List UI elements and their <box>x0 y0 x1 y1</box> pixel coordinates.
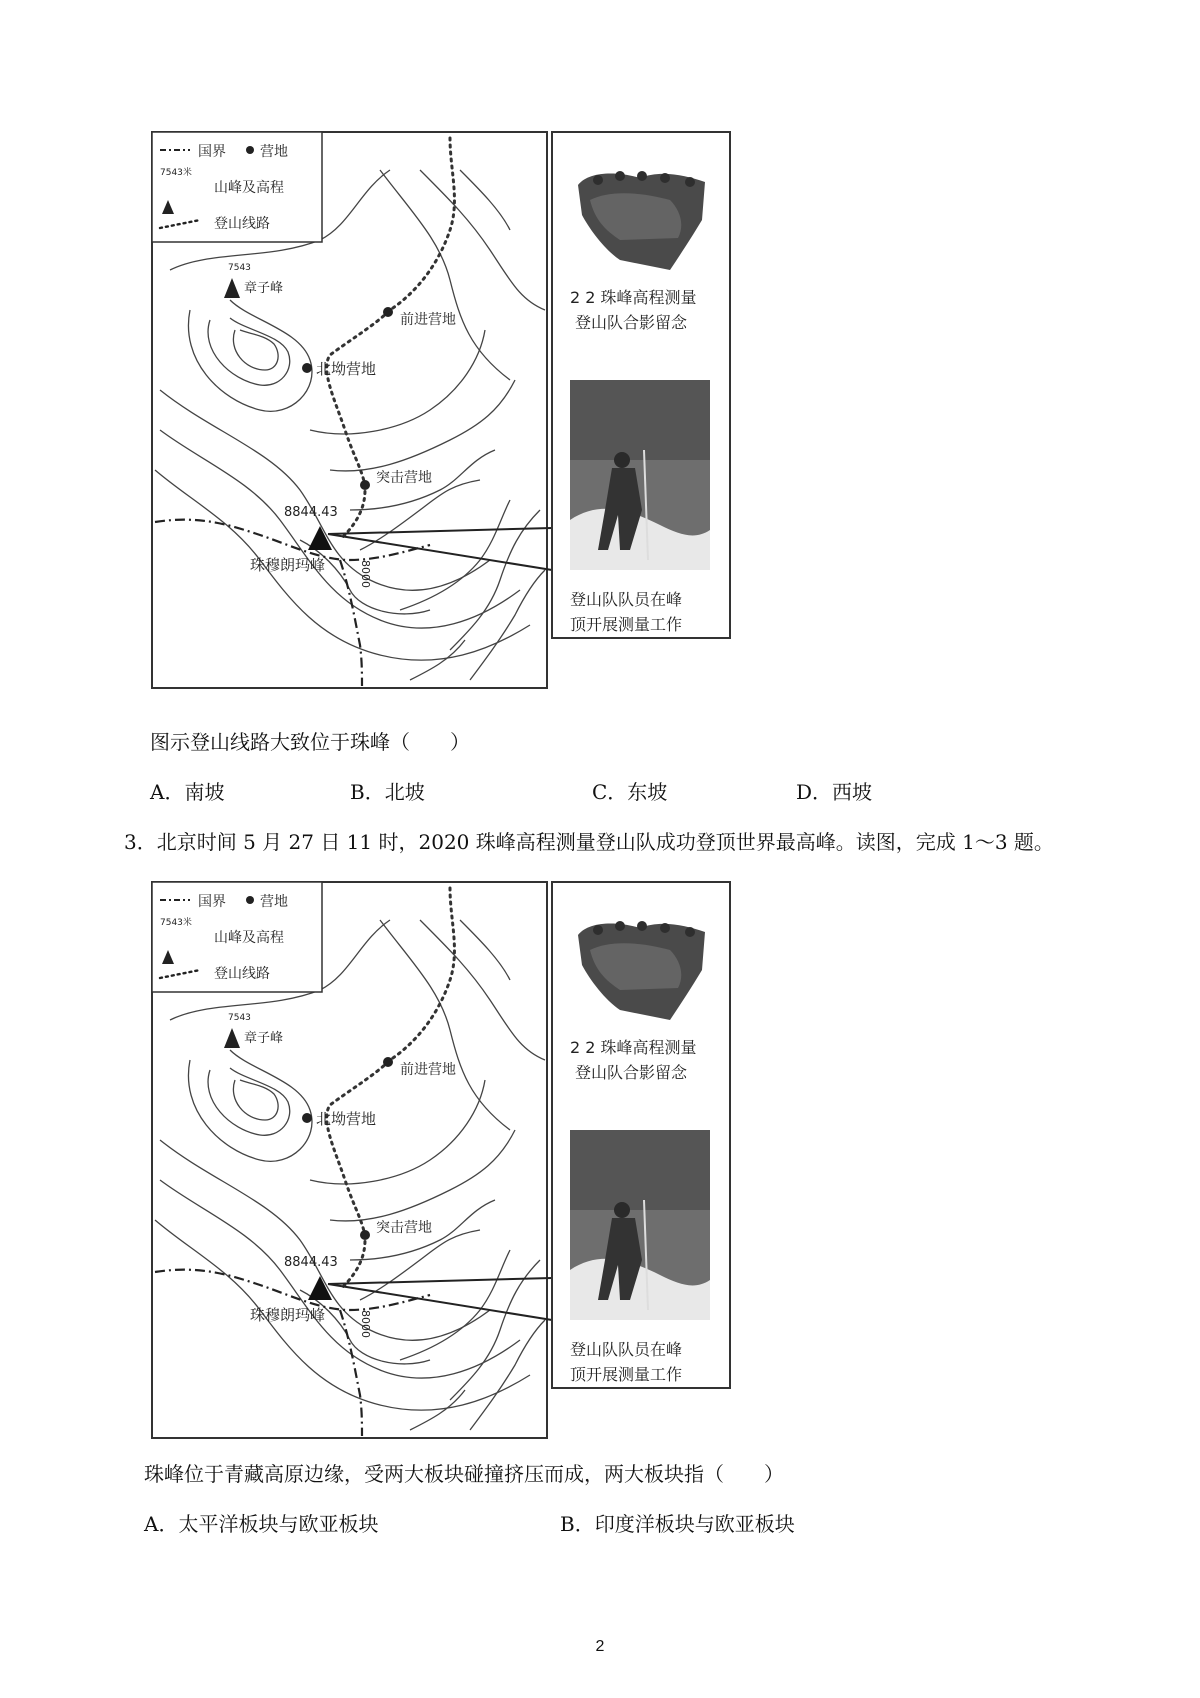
legend-border-label: 国界 <box>198 144 226 160</box>
legend-route-label: 登山线路 <box>214 216 270 232</box>
map-figure-2 <box>150 880 790 1440</box>
summit-photo <box>570 380 710 570</box>
map-figure-1 <box>150 130 790 690</box>
north-col-camp-label: 北坳营地 <box>316 1110 377 1128</box>
legend-peak-label: 山峰及高程 <box>214 180 284 196</box>
q2-option-a: A．南坡 <box>150 780 225 804</box>
assault-camp-icon <box>360 1230 370 1240</box>
legend-route-label: 登山线路 <box>214 966 270 982</box>
q3-stem: 珠峰位于青藏高原边缘，受两大板块碰撞挤压而成，两大板块指（ ） <box>144 1462 784 1486</box>
summit-photo-caption-line1: 登山队队员在峰 <box>570 1340 683 1359</box>
legend-camp-label: 营地 <box>260 144 288 160</box>
assault-camp-label: 突击营地 <box>376 470 432 486</box>
q2-option-b: B．北坡 <box>350 780 425 804</box>
advance-camp-label: 前进营地 <box>400 312 456 328</box>
everest-name-label: 珠穆朗玛峰 <box>250 556 326 574</box>
changzi-elevation: 7543 <box>228 1013 251 1023</box>
group-photo-caption-line1: 2 2 珠峰高程测量 <box>570 288 697 307</box>
group-photo-caption-line1: 2 2 珠峰高程测量 <box>570 1038 697 1057</box>
assault-camp-icon <box>360 480 370 490</box>
q2-option-d: D．西坡 <box>796 780 873 804</box>
camp-icon <box>246 896 254 904</box>
changzi-peak-label: 章子峰 <box>244 281 284 296</box>
changzi-peak-label: 章子峰 <box>244 1031 284 1046</box>
legend-peak-elevation: 7543米 <box>160 918 192 928</box>
everest-name-label: 珠穆朗玛峰 <box>250 1306 326 1324</box>
q2-stem: 图示登山线路大致位于珠峰（ ） <box>150 730 470 754</box>
assault-camp-label: 突击营地 <box>376 1220 432 1236</box>
page-number: 2 <box>595 1638 605 1655</box>
legend-peak-label: 山峰及高程 <box>214 930 284 946</box>
summit-photo-caption-line2: 顶开展测量工作 <box>570 615 683 634</box>
legend-peak-elevation: 7543米 <box>160 168 192 178</box>
group-photo-caption-line2: 登山队合影留念 <box>575 1063 688 1082</box>
summit-photo-caption-line2: 顶开展测量工作 <box>570 1365 683 1384</box>
advance-camp-icon <box>383 1057 393 1067</box>
changzi-elevation: 7543 <box>228 263 251 273</box>
camp-icon <box>246 146 254 154</box>
north-col-camp-label: 北坳营地 <box>316 360 377 378</box>
q3-option-a: A．太平洋板块与欧亚板块 <box>144 1512 379 1536</box>
advance-camp-label: 前进营地 <box>400 1062 456 1078</box>
north-col-camp-icon <box>302 363 312 373</box>
everest-elevation: 8844.43 <box>284 505 338 520</box>
north-col-camp-icon <box>302 1113 312 1123</box>
everest-elevation: 8844.43 <box>284 1255 338 1270</box>
legend-camp-label: 营地 <box>260 894 288 910</box>
q3-intro: 3．北京时间 5 月 27 日 11 时，2020 珠峰高程测量登山队成功登顶世界最高峰。读图，完成 1～3 题。 <box>124 830 1054 854</box>
contour-value-label: 8000 <box>359 560 372 588</box>
q2-option-c: C．东坡 <box>592 780 668 804</box>
q3-option-b: B．印度洋板块与欧亚板块 <box>560 1512 795 1536</box>
advance-camp-icon <box>383 307 393 317</box>
summit-photo-caption-line1: 登山队队员在峰 <box>570 590 683 609</box>
contour-value-label: 8000 <box>359 1310 372 1338</box>
group-photo-caption-line2: 登山队合影留念 <box>575 313 688 332</box>
map-figure-svg <box>150 130 790 690</box>
legend-border-label: 国界 <box>198 894 226 910</box>
map-figure-svg <box>150 880 790 1440</box>
summit-photo <box>570 1130 710 1320</box>
